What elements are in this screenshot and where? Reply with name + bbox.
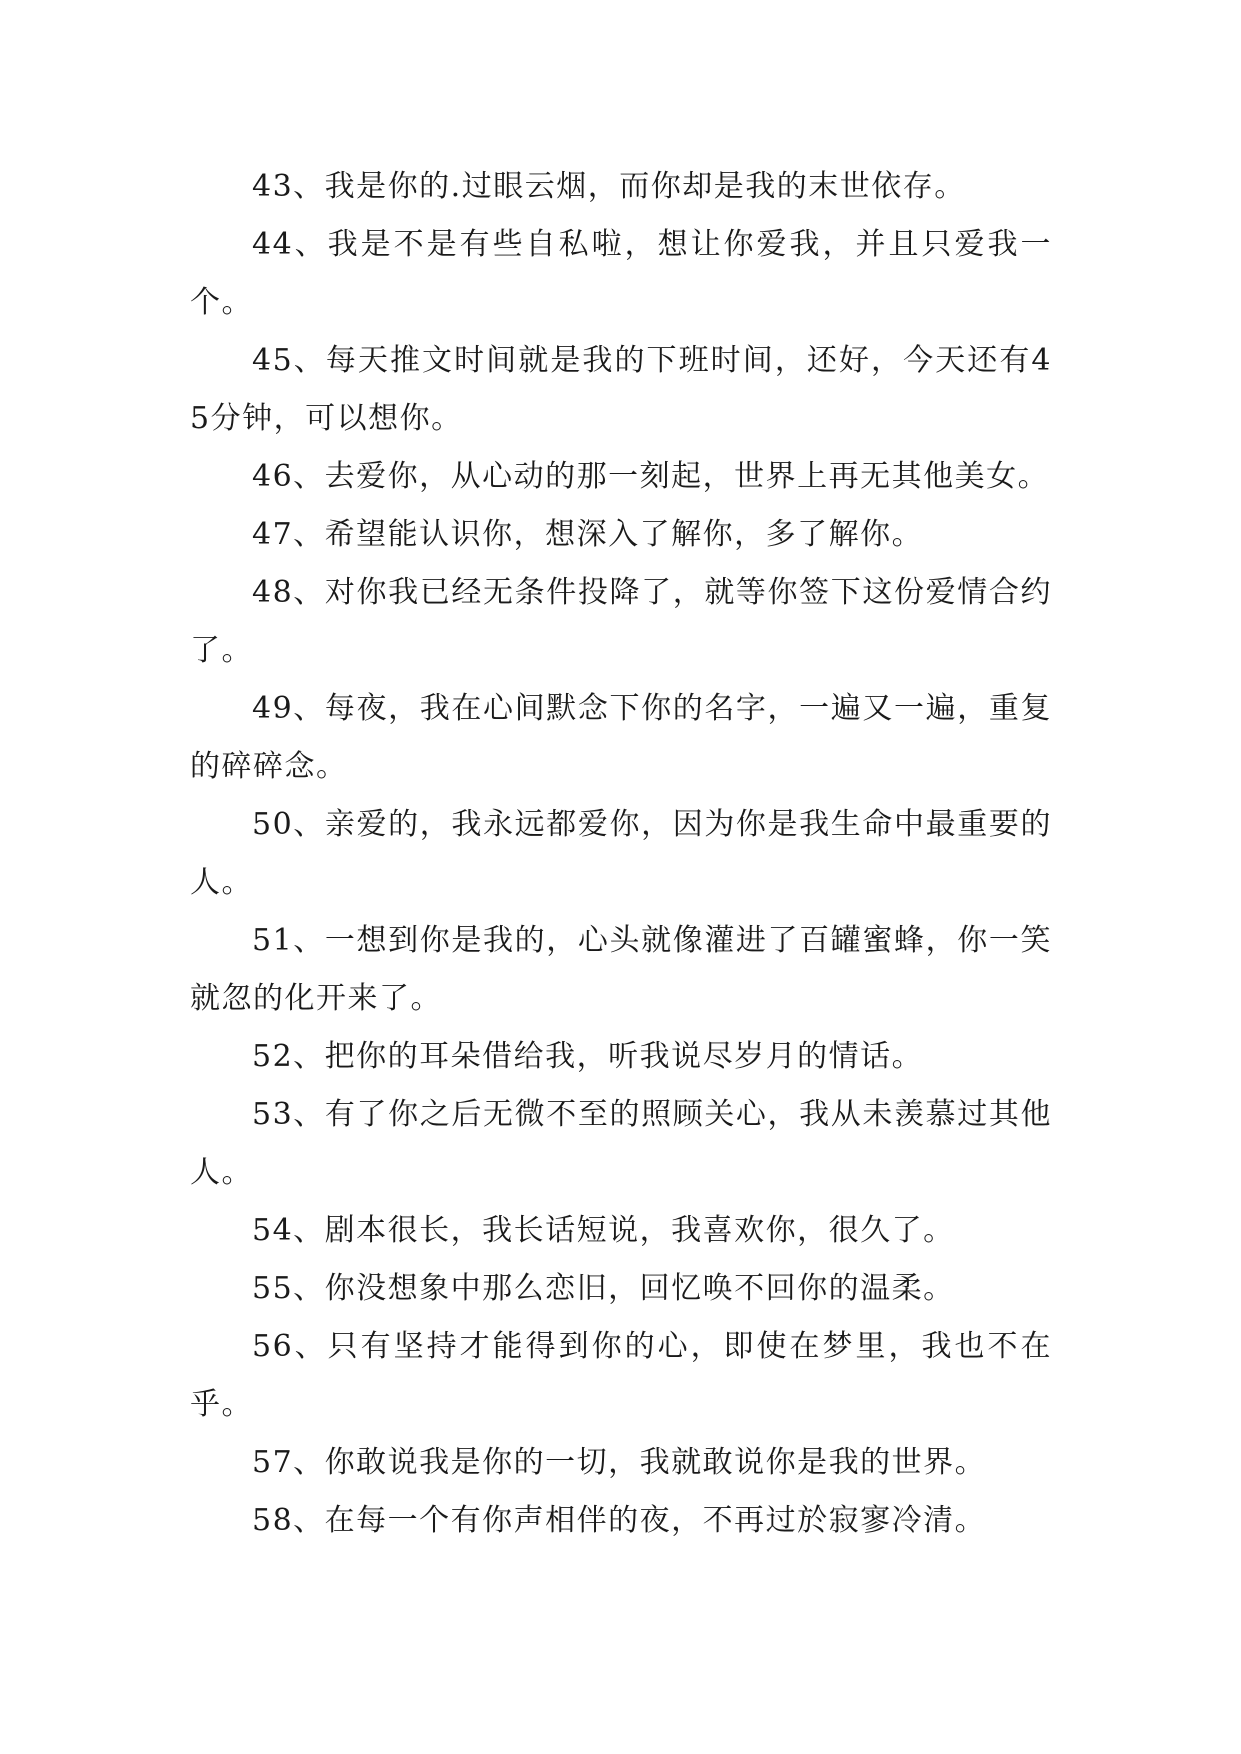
paragraph-45: 45、每天推文时间就是我的下班时间，还好，今天还有45分钟，可以想你。 [190, 343, 1052, 436]
paragraph-53: 53、有了你之后无微不至的照顾关心，我从未羡慕过其他人。 [190, 1097, 1052, 1190]
paragraph-51: 51、一想到你是我的，心头就像灌进了百罐蜜蜂，你一笑就忽的化开来了。 [190, 923, 1052, 1016]
paragraph-46: 46、去爱你，从心动的那一刻起，世界上再无其他美女。 [252, 459, 1050, 494]
paragraph-44: 44、我是不是有些自私啦，想让你爱我，并且只爱我一个。 [190, 227, 1052, 320]
paragraph-49: 49、每夜，我在心间默念下你的名字，一遍又一遍，重复的碎碎念。 [190, 691, 1052, 784]
paragraph-47: 47、希望能认识你，想深入了解你，多了解你。 [252, 517, 924, 552]
paragraph-58: 58、在每一个有你声相伴的夜，不再过於寂寥冷清。 [252, 1503, 987, 1538]
paragraph-50: 50、亲爱的，我永远都爱你，因为你是我生命中最重要的人。 [190, 807, 1052, 900]
paragraph-43: 43、我是你的.过眼云烟，而你却是我的末世依存。 [252, 169, 966, 204]
paragraph-54: 54、剧本很长，我长话短说，我喜欢你，很久了。 [252, 1213, 955, 1248]
document-page [190, 158, 1052, 1550]
paragraph-56: 56、只有坚持才能得到你的心，即使在梦里，我也不在乎。 [190, 1329, 1052, 1422]
paragraph-48: 48、对你我已经无条件投降了，就等你签下这份爱情合约了。 [190, 575, 1052, 668]
paragraph-55: 55、你没想象中那么恋旧，回忆唤不回你的温柔。 [252, 1271, 955, 1306]
paragraph-52: 52、把你的耳朵借给我，听我说尽岁月的情话。 [252, 1039, 924, 1074]
paragraph-57: 57、你敢说我是你的一切，我就敢说你是我的世界。 [252, 1445, 987, 1480]
